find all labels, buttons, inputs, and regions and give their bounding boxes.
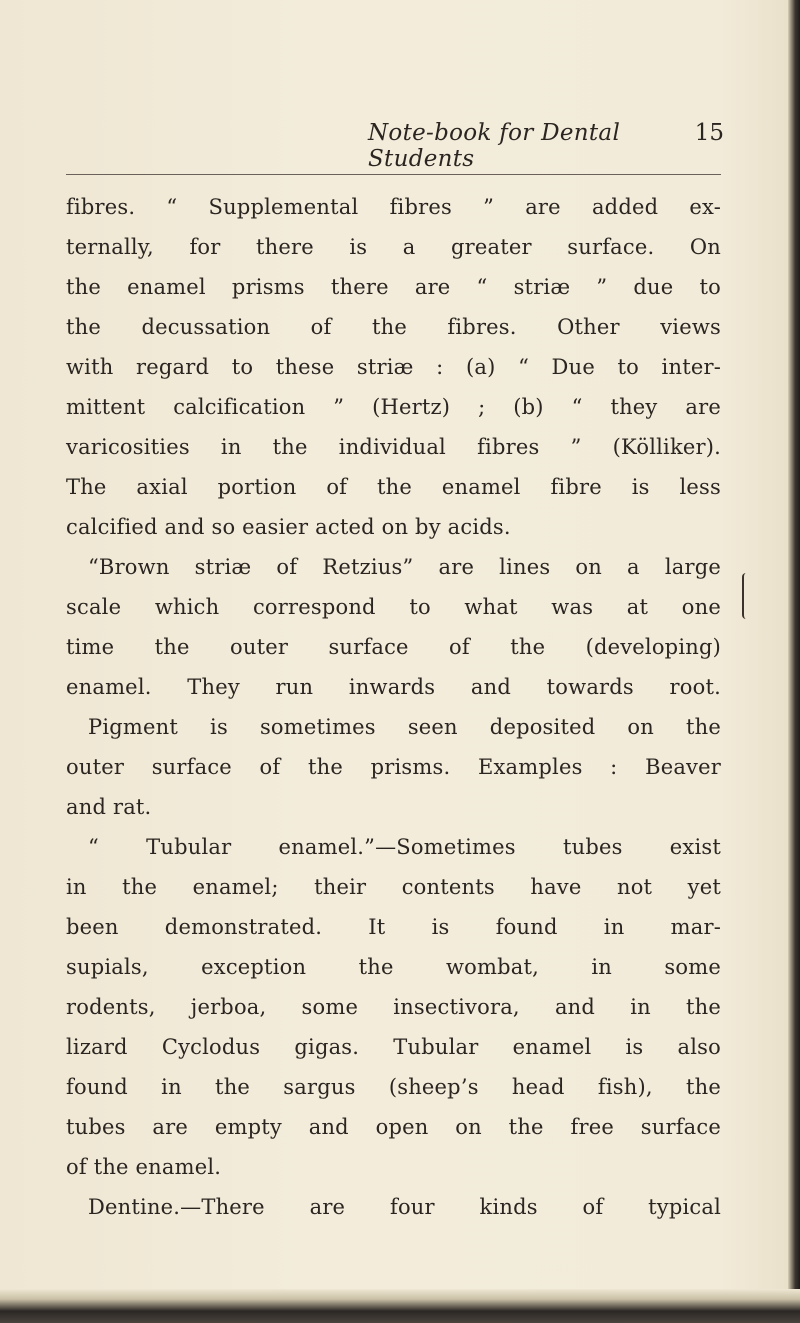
- text-line: the decussation of the fibres. Other views: [66, 315, 721, 339]
- margin-bracket-mark: [742, 573, 752, 619]
- text-line: time the outer surface of the (developing): [66, 635, 721, 659]
- running-head: Note-book for Dental Students: [368, 120, 621, 172]
- text-line: enamel. They run inwards and towards root.: [66, 675, 721, 699]
- text-line: supials, exception the wombat, in some: [66, 955, 721, 979]
- text-line: fibres. “ Supplemental fibres ” are added ex-: [66, 195, 721, 219]
- text-line: mittent calcification ” (Hertz) ; (b) “ they are: [66, 395, 721, 419]
- text-line: “ Tubular enamel.”—Sometimes tubes exist: [88, 835, 721, 859]
- text-line: varicosities in the individual fibres ” (Kölliker).: [66, 435, 721, 459]
- text-line: calcified and so easier acted on by acids.: [66, 515, 511, 539]
- body-text: [66, 187, 721, 1227]
- text-line: outer surface of the prisms. Examples : Beaver: [66, 755, 721, 779]
- text-line: Pigment is sometimes seen deposited on the: [88, 715, 721, 739]
- text-line: Dentine.—There are four kinds of typical: [88, 1195, 721, 1219]
- text-line: “Brown striæ of Retzius” are lines on a large: [88, 555, 721, 579]
- page-bottom-shadow: [0, 1289, 800, 1323]
- text-line: been demonstrated. It is found in mar-: [66, 915, 721, 939]
- text-line: lizard Cyclodus gigas. Tubular enamel is also: [66, 1035, 721, 1059]
- page-header: [368, 120, 724, 172]
- text-line: rodents, jerboa, some insectivora, and in the: [66, 995, 721, 1019]
- header-rule: [66, 174, 721, 175]
- page-edge-shadow: [788, 0, 800, 1323]
- text-line: tubes are empty and open on the free surface: [66, 1115, 721, 1139]
- text-line: in the enamel; their contents have not yet: [66, 875, 721, 899]
- text-line: ternally, for there is a greater surface. On: [66, 235, 721, 259]
- text-line: scale which correspond to what was at one: [66, 595, 721, 619]
- text-line: found in the sargus (sheep’s head fish), the: [66, 1075, 721, 1099]
- text-line: the enamel prisms there are “ striæ ” due to: [66, 275, 721, 299]
- page-number: 15: [694, 120, 724, 146]
- text-line: with regard to these striæ : (a) “ Due to inter-: [66, 355, 721, 379]
- text-line: of the enamel.: [66, 1155, 222, 1179]
- text-line: The axial portion of the enamel fibre is less: [66, 475, 721, 499]
- text-line: and rat.: [66, 795, 152, 819]
